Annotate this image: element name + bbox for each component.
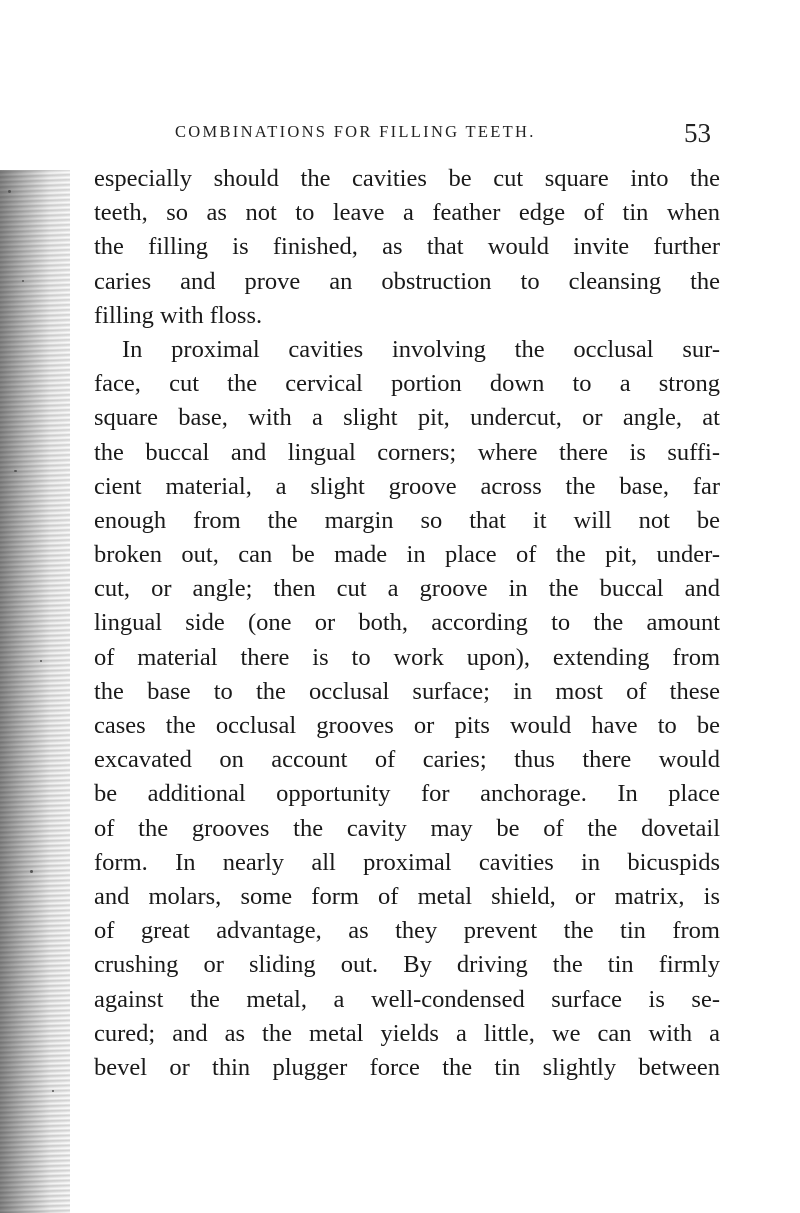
text-line: cases the occlusal grooves or pits would have to be — [94, 712, 720, 739]
paragraph-start-line: In proximal cavities involving the occlusal sur- — [122, 335, 720, 363]
text-line: cient material, a slight groove across the base, far — [94, 472, 720, 500]
text-line: enough from the margin so that it will not be — [94, 506, 720, 534]
text-line: especially should the cavities be cut square into the — [94, 165, 720, 192]
text-line: of the grooves the cavity may be of the dovetail — [94, 814, 720, 842]
text-line: caries and prove an obstruction to cleansing the — [94, 267, 720, 295]
text-line: the filling is finished, as that would invite further — [94, 233, 720, 261]
page-number: 53 — [684, 118, 711, 148]
text-line: cut, or angle; then cut a groove in the buccal and — [94, 575, 720, 603]
text-line: filling with floss. — [94, 301, 263, 329]
text-line: of great advantage, as they prevent the tin from — [94, 917, 720, 945]
text-line: crushing or sliding out. By driving the tin firmly — [94, 951, 720, 979]
text-line: of material there is to work upon), extending from — [94, 643, 720, 671]
text-line: lingual side (one or both, according to the amount — [94, 609, 720, 637]
running-title: COMBINATIONS FOR FILLING TEETH. — [175, 122, 536, 141]
text-line: square base, with a slight pit, undercut, or angle, at — [94, 404, 720, 432]
text-line: form. In nearly all proximal cavities in bicuspids — [94, 848, 720, 876]
text-line: the base to the occlusal surface; in most of these — [94, 677, 720, 705]
text-line: broken out, can be made in place of the pit, under- — [94, 541, 720, 569]
text-line: against the metal, a well-condensed surface is se- — [94, 985, 720, 1013]
text-line: cured; and as the metal yields a little, we can with a — [94, 1019, 720, 1047]
page-header — [0, 118, 800, 158]
text-line: the buccal and lingual corners; where there is suffi- — [94, 438, 720, 466]
text-line: bevel or thin plugger force the tin slightly between — [94, 1053, 720, 1081]
text-line: teeth, so as not to leave a feather edge of tin when — [94, 199, 720, 227]
scan-binding-shadow — [0, 170, 70, 1213]
text-line: excavated on account of caries; thus there would — [94, 746, 720, 774]
text-line: and molars, some form of metal shield, or matrix, is — [94, 882, 720, 910]
text-line: face, cut the cervical portion down to a strong — [94, 370, 720, 398]
text-line: be additional opportunity for anchorage. In place — [94, 780, 720, 808]
body-text — [94, 162, 720, 1085]
